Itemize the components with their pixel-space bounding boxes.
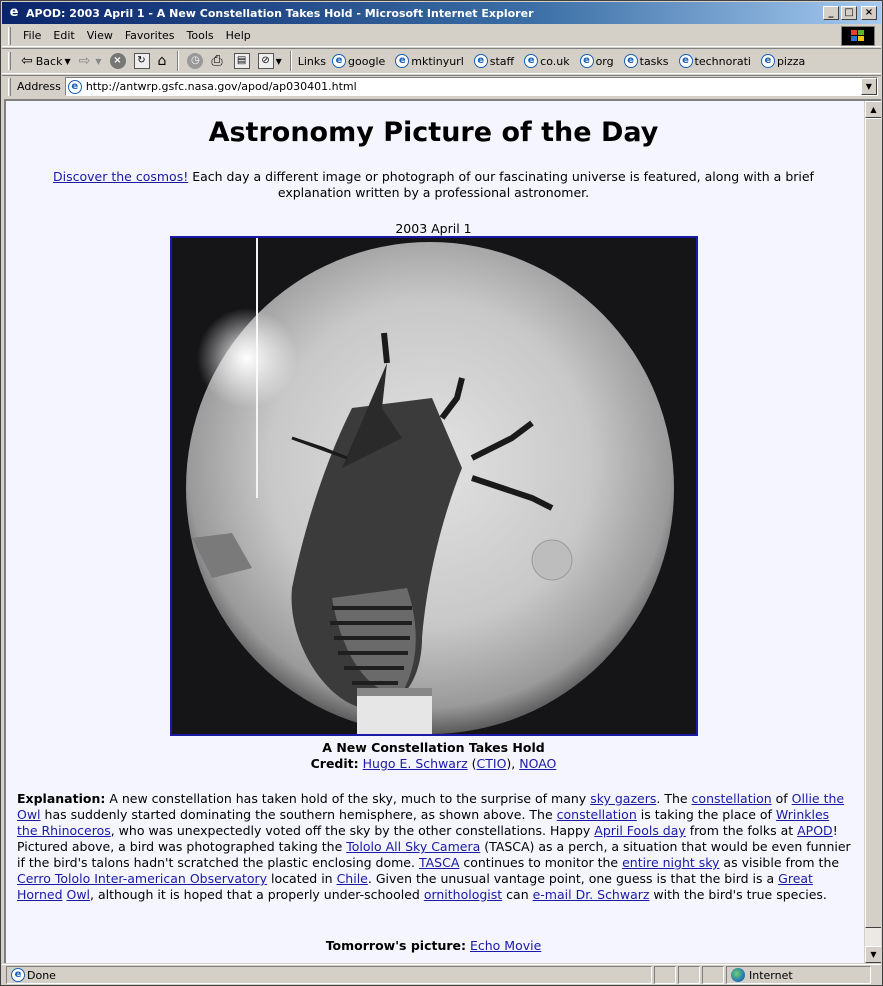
explanation-text: ! Pictured above, a bird was photographed taking the [17, 823, 838, 854]
menu-view[interactable]: View [86, 29, 113, 42]
ie-logo-icon: e [9, 5, 19, 20]
link-couk[interactable] [524, 54, 569, 68]
explanation-link[interactable]: entire night sky [622, 855, 720, 870]
menu-file[interactable]: File [23, 29, 42, 42]
ie-page-icon: e [580, 54, 594, 68]
refresh-button[interactable] [130, 50, 154, 72]
explanation-text: located in [267, 871, 337, 886]
ie-page-icon: e [524, 54, 538, 68]
ie-page-icon: e [68, 80, 82, 94]
explanation-body [17, 791, 851, 902]
explanation-link[interactable]: Great Horned [17, 871, 813, 902]
menu-edit[interactable]: Edit [53, 29, 75, 42]
links-label: Links [297, 54, 327, 68]
explanation-label: Explanation: [17, 791, 106, 806]
link-pizza[interactable] [761, 54, 805, 68]
credit-noao-link[interactable]: NOAO [519, 756, 557, 771]
history-button[interactable] [183, 50, 207, 72]
ie-page-icon: e [332, 54, 346, 68]
status-bar [2, 964, 881, 985]
explanation-link[interactable]: ornithologist [423, 887, 503, 902]
link-google[interactable] [332, 54, 385, 68]
menu-tools[interactable]: Tools [186, 29, 214, 42]
credit-label: Credit: [310, 756, 359, 771]
ie-page-icon: e [624, 54, 638, 68]
explanation-link[interactable]: e-mail Dr. Schwarz [532, 887, 650, 902]
apod-date: 2003 April 1 [395, 221, 472, 236]
ie-page-icon: e [395, 54, 409, 68]
address-bar [2, 75, 881, 97]
menu-grip[interactable] [8, 27, 11, 45]
page-title: Astronomy Picture of the Day [208, 117, 659, 148]
edit-page-icon: ▤ [234, 53, 250, 69]
menu-help[interactable]: Help [225, 29, 251, 42]
link-label: org [595, 54, 614, 68]
close-button[interactable]: × [861, 6, 877, 20]
menu-favorites[interactable]: Favorites [124, 29, 175, 42]
address-url[interactable]: http://antwrp.gsfc.nasa.gov/apod/ap030401.html [85, 80, 357, 93]
ie-page-icon: e [474, 54, 488, 68]
tomorrow-label: Tomorrow's picture: [325, 938, 466, 953]
explanation-text: (TASCA) as a perch, a situation that would be even funnier if the bird's talons hadn't scratched the plastic enclosing dome. [17, 839, 851, 870]
explanation-text: . Given the unusual vantage point, one guess is that the bird is a [367, 871, 779, 886]
explanation-text: has suddenly started dominating the southern hemisphere, as shown above. The [40, 807, 557, 822]
explanation-text: can [502, 887, 533, 902]
internet-globe-icon [731, 968, 745, 982]
link-label: pizza [776, 54, 806, 68]
toolbar-separator [177, 51, 179, 71]
maximize-button[interactable]: □ [841, 6, 857, 20]
discover-cosmos-link[interactable]: Discover the cosmos! [53, 169, 189, 184]
zone-label: Internet [749, 968, 793, 982]
explanation-paragraph [17, 791, 852, 903]
forward-dropdown-icon[interactable]: ▼ [95, 56, 102, 66]
print-button[interactable] [207, 50, 229, 72]
scroll-down-button[interactable]: ▼ [865, 946, 881, 963]
link-label: tasks [639, 54, 669, 68]
window-title: APOD: 2003 April 1 - A New Constellation Takes Hold - Microsoft Internet Explorer [26, 6, 534, 20]
intro-paragraph [26, 169, 841, 201]
status-main [6, 966, 652, 984]
explanation-text: , although it is hoped that a properly under-schooled [90, 887, 424, 902]
status-pane [678, 966, 700, 984]
back-button[interactable] [17, 50, 75, 72]
address-input[interactable] [65, 77, 878, 96]
back-arrow-icon: ⇦ [21, 53, 33, 69]
explanation-text: as visible from the [719, 855, 840, 870]
link-tasks[interactable] [624, 54, 669, 68]
refresh-icon: ↻ [134, 53, 150, 69]
caption-title: A New Constellation Takes Hold [322, 740, 545, 755]
discuss-icon: ⊘ [258, 53, 274, 69]
link-label: staff [489, 54, 515, 68]
title-bar [2, 2, 881, 24]
ie-page-icon: e [761, 54, 775, 68]
discuss-button[interactable] [254, 50, 286, 72]
explanation-link[interactable]: Cerro Tololo Inter-american Observatory [17, 871, 268, 886]
security-zone [726, 966, 871, 984]
explanation-link[interactable]: TASCA [418, 855, 460, 870]
minimize-button[interactable]: _ [823, 6, 839, 20]
explanation-link[interactable]: constellation [691, 791, 772, 806]
status-pane [654, 966, 676, 984]
credit-author-link[interactable]: Hugo E. Schwarz [362, 756, 468, 771]
link-label: co.uk [540, 54, 570, 68]
explanation-text: continues to monitor the [459, 855, 623, 870]
link-label: mktinyurl [411, 54, 464, 68]
status-pane [702, 966, 724, 984]
edit-button[interactable] [230, 50, 254, 72]
page-viewport [4, 99, 881, 963]
explanation-link[interactable]: APOD [797, 823, 833, 838]
forward-arrow-icon: ⇨ [78, 53, 91, 69]
toolbar-grip[interactable] [8, 52, 11, 70]
address-label: Address [17, 80, 61, 93]
stop-icon: × [110, 53, 126, 69]
explanation-link[interactable]: Chile [336, 871, 368, 886]
link-org[interactable] [580, 54, 614, 68]
tomorrow-line [6, 938, 861, 953]
scroll-thumb[interactable] [865, 118, 881, 928]
vertical-scrollbar[interactable] [864, 101, 881, 963]
menu-bar [2, 25, 881, 47]
explanation-text: with the bird's true species. [649, 887, 827, 902]
explanation-text: is taking the place of [636, 807, 776, 822]
back-dropdown-icon[interactable]: ▼ [64, 56, 71, 66]
explanation-text: A new constellation has taken hold of the sky, much to the surprise of many [105, 791, 591, 806]
credit-ctio-link[interactable]: CTIO [476, 756, 507, 771]
history-icon: ◷ [187, 53, 203, 69]
explanation-link[interactable]: April Fools day [594, 823, 686, 838]
tomorrow-link[interactable]: Echo Movie [469, 938, 542, 953]
link-label: technorati [694, 54, 751, 68]
standard-toolbar [2, 48, 881, 74]
windows-logo-icon [841, 26, 875, 46]
forward-button[interactable] [75, 50, 106, 72]
link-mktinyurl[interactable] [395, 54, 464, 68]
explanation-link[interactable]: sky gazers [590, 791, 657, 806]
link-label: google [348, 54, 386, 68]
image-caption: A New Constellation Takes Hold Credit: Hugo E. Schwarz (CTIO), NOAO [310, 740, 557, 771]
status-text: Done [27, 968, 56, 982]
address-dropdown-icon[interactable]: ▼ [861, 78, 877, 95]
page-done-icon: e [11, 968, 25, 982]
explanation-link[interactable]: Ollie the Owl [17, 791, 845, 822]
ie-page-icon: e [679, 54, 693, 68]
explanation-text: , who was unexpectedly voted off the sky by the other constellations. Happy [110, 823, 595, 838]
link-technorati[interactable] [679, 54, 751, 68]
page-content [6, 101, 861, 963]
intro-text: Each day a different image or photograph of our fascinating universe is featured, along with a brief explanation written by a professional astronomer. [188, 169, 814, 200]
explanation-text: . The [656, 791, 692, 806]
back-label: Back [35, 54, 63, 68]
stop-button[interactable] [106, 50, 130, 72]
explanation-link[interactable]: Wrinkles the Rhinoceros [17, 807, 830, 838]
explanation-text: of [771, 791, 792, 806]
toolbar-separator [290, 51, 292, 71]
apod-image[interactable] [170, 236, 698, 736]
explanation-link[interactable]: constellation [556, 807, 637, 822]
scroll-up-button[interactable]: ▲ [865, 101, 881, 118]
address-grip[interactable] [8, 78, 11, 96]
home-icon: ⌂ [157, 53, 167, 69]
link-staff[interactable] [474, 54, 514, 68]
printer-icon: ⎙ [211, 53, 223, 69]
discuss-dropdown-icon[interactable]: ▼ [275, 56, 282, 66]
owl-allsky-photo [172, 238, 696, 734]
home-button[interactable] [154, 50, 174, 72]
explanation-link[interactable]: Owl [66, 887, 91, 902]
explanation-text: from the folks at [685, 823, 798, 838]
explanation-link[interactable]: Tololo All Sky Camera [346, 839, 481, 854]
